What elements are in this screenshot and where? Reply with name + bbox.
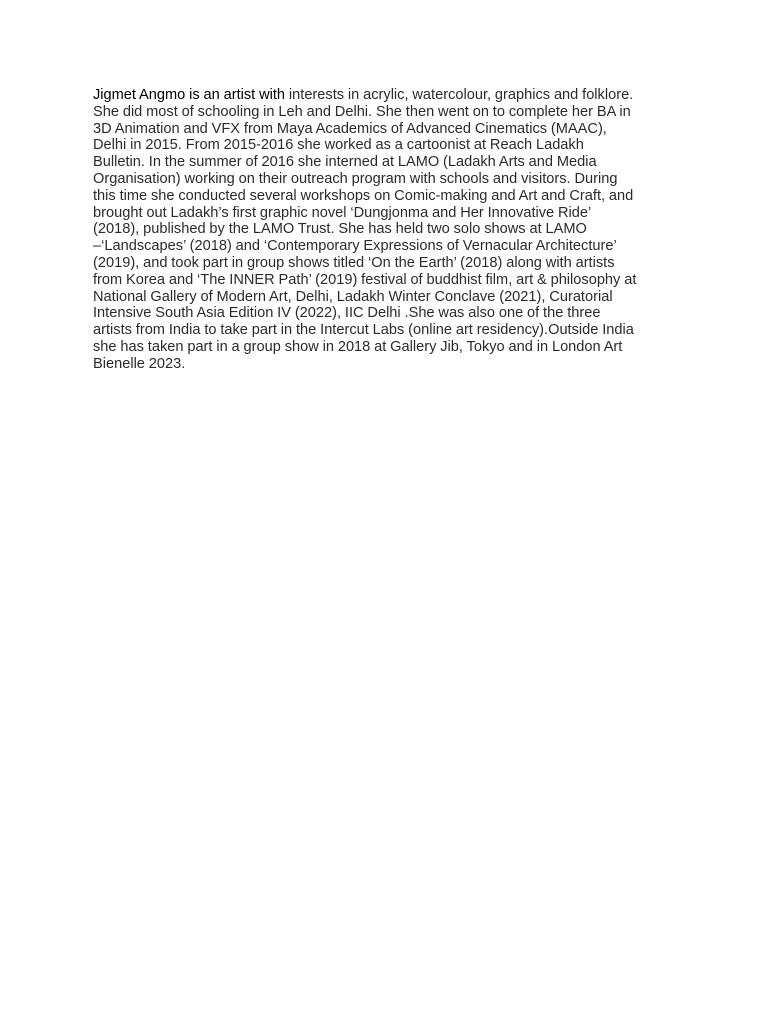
bio-line-7: this time she conducted several workshops on Comic-making and Art and Craft, and xyxy=(93,187,634,204)
bio-line-12: from Korea and ‘The INNER Path’ (2019) festival of buddhist film, art & philosophy at xyxy=(93,271,637,288)
bio-line-3: 3D Animation and VFX from Maya Academics of Advanced Cinematics (MAAC), xyxy=(93,120,607,137)
bio-line-4: Delhi in 2015. From 2015-2016 she worked as a cartoonist at Reach Ladakh xyxy=(93,137,584,154)
bio-line-14: Intensive South Asia Edition IV (2022), IIC Delhi .She was also one of the three xyxy=(93,305,601,322)
bio-line-17: Bienelle 2023. xyxy=(93,355,186,372)
bio-lead-text: Jigmet Angmo is an artist with xyxy=(93,87,286,103)
bio-line-6: Organisation) working on their outreach program with schools and visitors. During xyxy=(93,170,618,187)
bio-line-2: She did most of schooling in Leh and Delhi. She then went on to complete her BA in xyxy=(93,103,631,120)
bio-line-16: she has taken part in a group show in 2018 at Gallery Jib, Tokyo and in London Art xyxy=(93,338,623,355)
bio-line-13: National Gallery of Modern Art, Delhi, Ladakh Winter Conclave (2021), Curatorial xyxy=(93,288,613,305)
artist-bio-paragraph xyxy=(93,87,677,373)
bio-line-1 xyxy=(93,87,677,104)
bio-line-5: Bulletin. In the summer of 2016 she interned at LAMO (Ladakh Arts and Media xyxy=(93,154,597,171)
bio-line-9: (2018), published by the LAMO Trust. She has held two solo shows at LAMO xyxy=(93,221,587,238)
bio-line-1-rest: interests in acrylic, watercolour, graphics and folklore. xyxy=(285,87,634,103)
bio-line-8: brought out Ladakh’s first graphic novel ‘Dungjonma and Her Innovative Ride’ xyxy=(93,204,592,221)
bio-line-11: (2019), and took part in group shows titled ‘On the Earth’ (2018) along with artists xyxy=(93,254,615,271)
bio-line-10: –‘Landscapes’ (2018) and ‘Contemporary Expressions of Vernacular Architecture’ xyxy=(93,238,617,255)
bio-line-15: artists from India to take part in the Intercut Labs (online art residency).Outside India xyxy=(93,322,634,339)
